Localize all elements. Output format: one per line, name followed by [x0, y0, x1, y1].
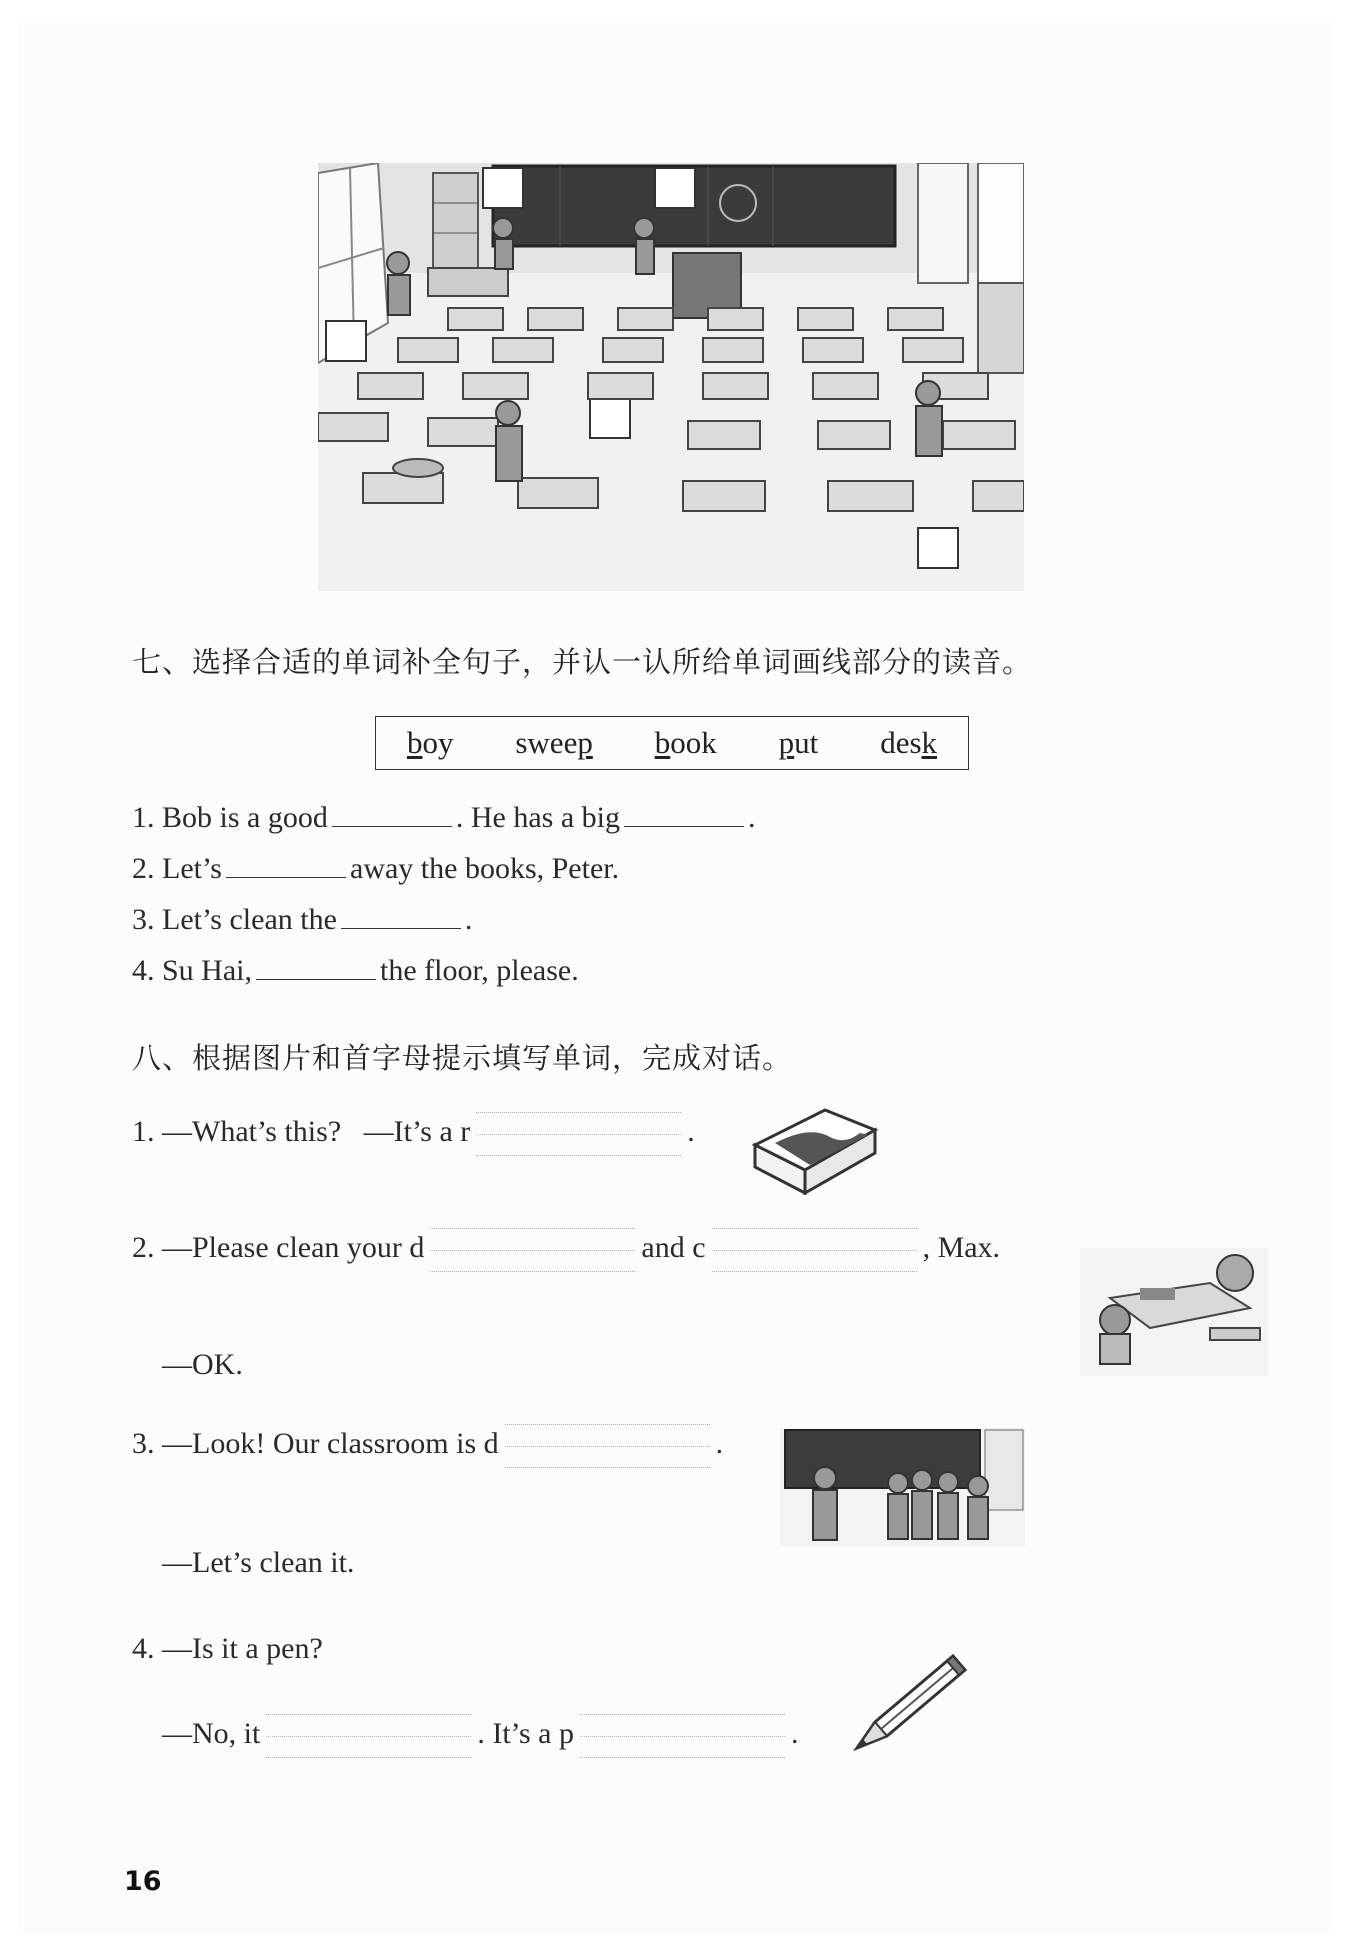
answer-blank[interactable] — [624, 800, 744, 827]
word-sweep: sweep — [515, 725, 593, 760]
messy-classroom-picture — [780, 1428, 1025, 1546]
s8-question-2: 2. —Please clean your d and c , Max. — [132, 1228, 1000, 1272]
s8-answer-2: —OK. — [162, 1348, 243, 1381]
page-number: 16 — [124, 1866, 162, 1897]
s8-question-3: 3. —Look! Our classroom is d . — [132, 1424, 723, 1468]
answer-blank[interactable] — [505, 1424, 710, 1468]
word-desk: desk — [880, 725, 938, 760]
classroom-illustration — [318, 163, 1024, 591]
s7-question-4: 4. Su Hai, the floor, please. — [132, 954, 579, 987]
answer-blank[interactable] — [332, 800, 452, 827]
desk-and-chair-picture — [1080, 1248, 1268, 1376]
section-8-heading: 八、根据图片和首字母提示填写单词，完成对话。 — [132, 1041, 793, 1075]
answer-blank[interactable] — [476, 1112, 681, 1156]
s8-answer-3: —Let’s clean it. — [162, 1546, 355, 1579]
word-put: put — [778, 725, 819, 760]
answer-blank[interactable] — [226, 851, 346, 878]
s8-answer-4: —No, it . It’s a p . — [162, 1714, 799, 1758]
answer-blank[interactable] — [256, 953, 376, 980]
word-book: book — [654, 725, 717, 760]
pencil-picture — [845, 1650, 970, 1760]
s7-question-3: 3. Let’s clean the . — [132, 903, 473, 936]
s7-question-2: 2. Let’s away the books, Peter. — [132, 852, 620, 885]
answer-blank[interactable] — [580, 1714, 785, 1758]
s8-question-4: 4. —Is it a pen? — [132, 1632, 323, 1665]
s7-question-1: 1. Bob is a good . He has a big . — [132, 801, 756, 834]
word-boy: boy — [406, 725, 454, 760]
eraser-picture — [750, 1105, 880, 1195]
answer-blank[interactable] — [341, 902, 461, 929]
word-bank — [375, 716, 969, 770]
answer-blank[interactable] — [712, 1228, 917, 1272]
s8-question-1: 1. —What’s this? —It’s a r . — [132, 1112, 695, 1156]
answer-blank[interactable] — [266, 1714, 471, 1758]
answer-blank[interactable] — [430, 1228, 635, 1272]
section-7-heading: 七、选择合适的单词补全句子，并认一认所给单词画线部分的读音。 — [132, 645, 1033, 679]
